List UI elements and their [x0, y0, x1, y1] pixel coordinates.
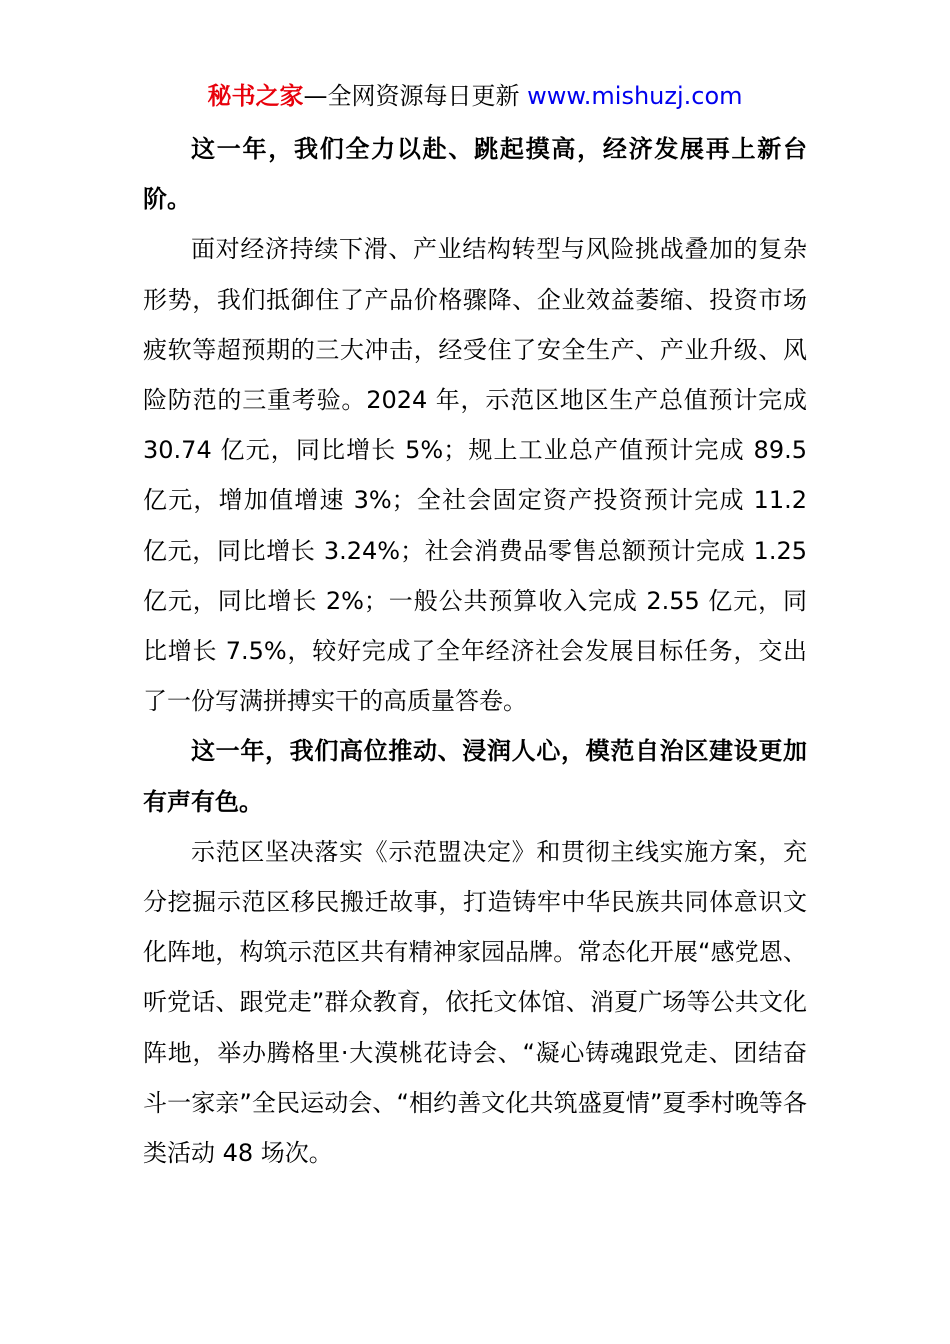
site-tagline: —全网资源每日更新 — [303, 82, 528, 110]
site-header — [0, 80, 950, 112]
brand-name: 秘书之家 — [207, 82, 304, 110]
site-url-link[interactable]: www.mishuzj.com — [527, 82, 743, 110]
section-heading-economy: 这一年，我们全力以赴、跳起摸高，经济发展再上新台阶。 — [143, 135, 807, 214]
paragraph-economy: 面对经济持续下滑、产业结构转型与风险挑战叠加的复杂形势，我们抵御住了产品价格骤降、企业效益萎缩、投资市场疲软等超预期的三大冲击，经受住了安全生产、产业升级、风险防范的三重考验。2024 年，示范区地区生产总值预计完成 30.74 亿元，同比增长 5%；规上工业总产值预计完成 89.5 亿元，增加值增速 3%；全社会固定资产投资预计完成 11.2 亿元，同比增长 3.24%；社会消费品零售总额预计完成 1.25 亿元，同比增长 2%；一般公共预算收入完成 2.55 亿元，同比增长 7.5%，较好完成了全年经济社会发展目标任务，交出了一份写满拼搏实干的高质量答卷。 — [143, 235, 807, 716]
section-heading-model-region: 这一年，我们高位推动、浸润人心，模范自治区建设更加有声有色。 — [143, 737, 807, 816]
document-body — [143, 124, 807, 1178]
paragraph-culture: 示范区坚决落实《示范盟决定》和贯彻主线实施方案，充分挖掘示范区移民搬迁故事，打造铸牢中华民族共同体意识文化阵地，构筑示范区共有精神家园品牌。常态化开展“感党恩、听党话、跟党走”群众教育，依托文体馆、消夏广场等公共文化阵地，举办腾格里·大漠桃花诗会、“凝心铸魂跟党走、团结奋斗一家亲”全民运动会、“相约善文化共筑盛夏情”夏季村晚等各类活动 48 场次。 — [143, 837, 807, 1168]
